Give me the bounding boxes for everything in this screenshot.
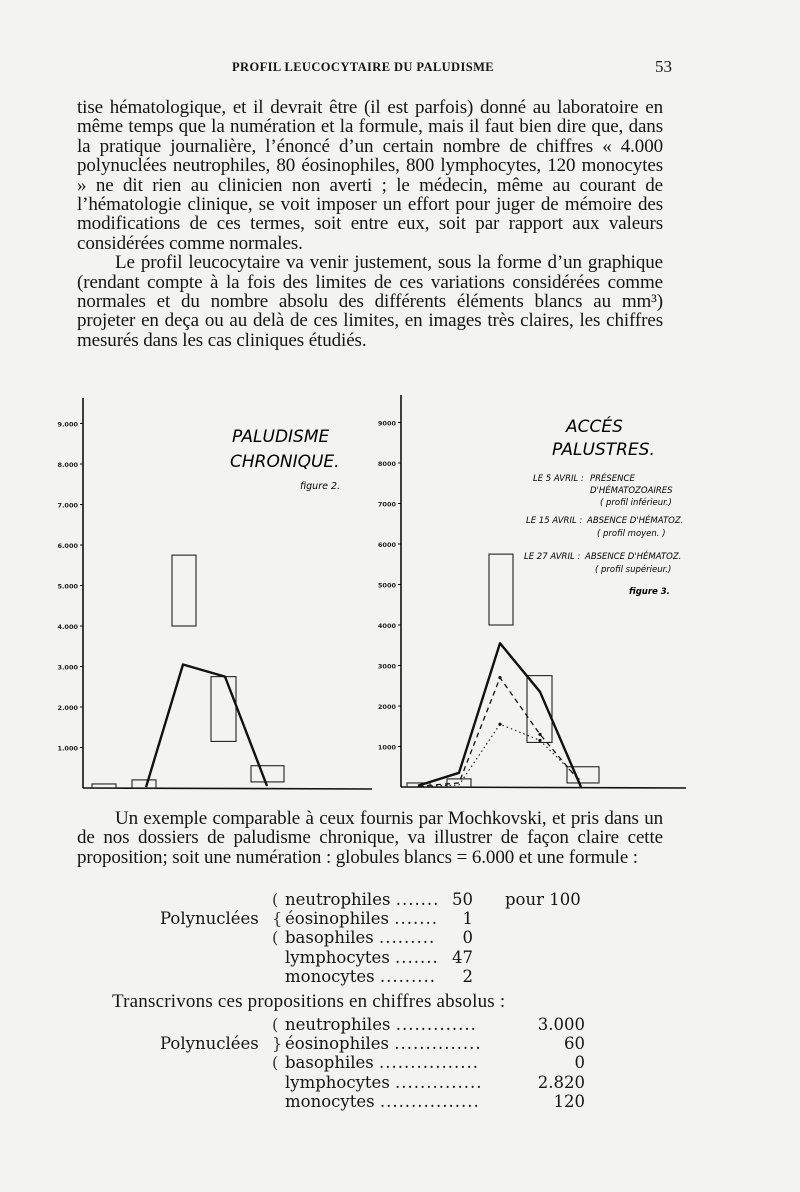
unit-label: pour 100 (505, 890, 581, 909)
normal-range-box (567, 767, 599, 783)
y-tick-label: 7.000 (57, 501, 78, 510)
page-number: 53 (655, 57, 672, 76)
row-name: éosinophiles ....... (285, 909, 438, 929)
y-tick-label: 4.000 (57, 623, 78, 631)
fig2-caption: figure 2. (300, 481, 341, 492)
row-value: 0 (574, 1053, 585, 1073)
series-line-solid (146, 664, 267, 787)
brace-bottom: ( (272, 928, 279, 948)
y-tick-label: 8000 (377, 460, 396, 468)
row-value: 0 (462, 928, 473, 948)
y-tick-label: 6000 (377, 541, 396, 549)
row-value: 120 (553, 1091, 585, 1111)
row-name: lymphocytes .............. (285, 1072, 483, 1092)
legend-1-profile: ( profil inférieur.) (600, 498, 672, 508)
paragraph-example: Un exemple comparable à ceux fournis par Mochkovski, et pris dans un de nos dossiers de paludisme chronique, va illustrer de façon claire cette proposition; soit une numération : globules blancs = 6.000 et une formule : (77, 808, 663, 868)
legend-3-profile: ( profil supérieur.) (595, 565, 672, 575)
brace-top: ( (272, 890, 279, 909)
running-head: PROFIL LEUCOCYTAIRE DU PALUDISME (232, 60, 495, 74)
row-name: neutrophiles ............. (285, 1015, 477, 1034)
row-value: 3.000 (537, 1015, 585, 1034)
normal-range-box (489, 554, 513, 625)
y-tick-label: 1.000 (57, 744, 78, 753)
fig2-title-line2: CHRONIQUE. (230, 452, 340, 472)
y-tick-label: 8.000 (57, 461, 78, 469)
row-name: basophiles ................ (285, 1053, 479, 1073)
fig3-title-line1: ACCÉS (566, 417, 623, 437)
row-name: basophiles ......... (285, 928, 436, 948)
row-value: 1 (462, 909, 473, 929)
y-tick-label: 3000 (377, 662, 396, 671)
row-value: 60 (564, 1034, 585, 1054)
y-tick-label: 6.000 (57, 542, 78, 550)
normal-range-box (132, 780, 156, 788)
group-label: Polynuclées (160, 909, 259, 929)
transcribe-line: Transcrivons ces propositions en chiffres absolus : (112, 991, 506, 1012)
data-point (498, 676, 501, 679)
x-axis (83, 788, 372, 789)
normal-range-box (172, 555, 196, 626)
brace-middle: { (272, 909, 283, 929)
row-name: monocytes ................ (285, 1091, 480, 1111)
y-tick-label: 5.000 (57, 582, 78, 591)
paragraph-1: tise hématologique, et il devrait être (il est parfois) donné au laboratoire en même temps que la numération et la formule, mais il faut bien dire que, dans la pratique journalière, l’énoncé d’un certain nombre de chiffres « 4.000 polynuclées neutrophiles, 80 éosinophiles, 800 lymphocytes, 120 monocytes » ne dit rien au clinicien non averti ; le médecin, même au courant de l’hématologie clinique, se voit imposer un effort pour juger de mémoire des modifications de ces termes, soit entre eux, soit par rapport aux valeurs considérées comme normales. (77, 97, 663, 254)
x-axis (401, 787, 686, 788)
legend-1-text2: D'HÉMATOZOAIRES (590, 486, 673, 496)
row-value: 2.820 (537, 1072, 585, 1092)
y-tick-label: 1000 (377, 743, 396, 752)
row-name: lymphocytes ....... (285, 947, 439, 967)
data-point (538, 733, 541, 736)
fig3-legend (524, 472, 683, 597)
fig2-title-line1: PALUDISME (232, 427, 330, 447)
y-tick-label: 5000 (377, 581, 396, 590)
y-tick-label: 4000 (377, 622, 396, 630)
text-block-bottom (77, 809, 663, 867)
brace-middle: } (272, 1034, 283, 1054)
y-tick-label: 2000 (377, 703, 396, 711)
legend-3-date: LE 27 AVRIL : (524, 552, 581, 562)
legend-2-text: ABSENCE D'HÉMATOZ. (587, 516, 684, 526)
paragraph-2: Le profil leucocytaire va venir justement, sous la forme d’un graphique (rendant compte à la fois des limites de ces variations considérées comme normales et du nombre absolu des différents éléments blancs au mm³) projeter en deça ou au delà de ces limites, en images très claires, les chiffres mesurés dans les cas cliniques étudiés. (77, 252, 663, 351)
fig3-title-line2: PALUSTRES. (552, 440, 655, 460)
series-line-solid (418, 643, 581, 787)
normal-range-box (251, 766, 284, 782)
legend-1-text: PRÉSENCE (590, 474, 635, 484)
row-name: éosinophiles .............. (285, 1034, 482, 1054)
brace-top: ( (272, 1015, 279, 1034)
legend-1-date: LE 5 AVRIL : (533, 474, 584, 484)
brace-bottom: ( (272, 1053, 279, 1073)
row-value: 2 (462, 966, 473, 986)
data-point (498, 723, 501, 726)
legend-2-profile: ( profil moyen. ) (597, 529, 666, 539)
y-tick-label: 9000 (377, 419, 396, 428)
y-tick-label: 7000 (377, 500, 396, 509)
legend-3-text: ABSENCE D'HÉMATOZ. (585, 552, 682, 562)
row-value: 47 (452, 947, 473, 967)
row-value: 50 (452, 890, 473, 909)
y-tick-label: 3.000 (57, 663, 78, 672)
data-point (538, 739, 541, 742)
y-tick-label: 2.000 (57, 704, 78, 712)
legend-2-date: LE 15 AVRIL : (526, 516, 583, 526)
row-name: monocytes ......... (285, 966, 437, 986)
row-name: neutrophiles ....... (285, 890, 440, 909)
y-tick-label: 9.000 (57, 420, 78, 429)
fig3-caption: figure 3. (629, 587, 670, 597)
group-label: Polynuclées (160, 1034, 259, 1054)
normal-range-box (211, 677, 236, 742)
